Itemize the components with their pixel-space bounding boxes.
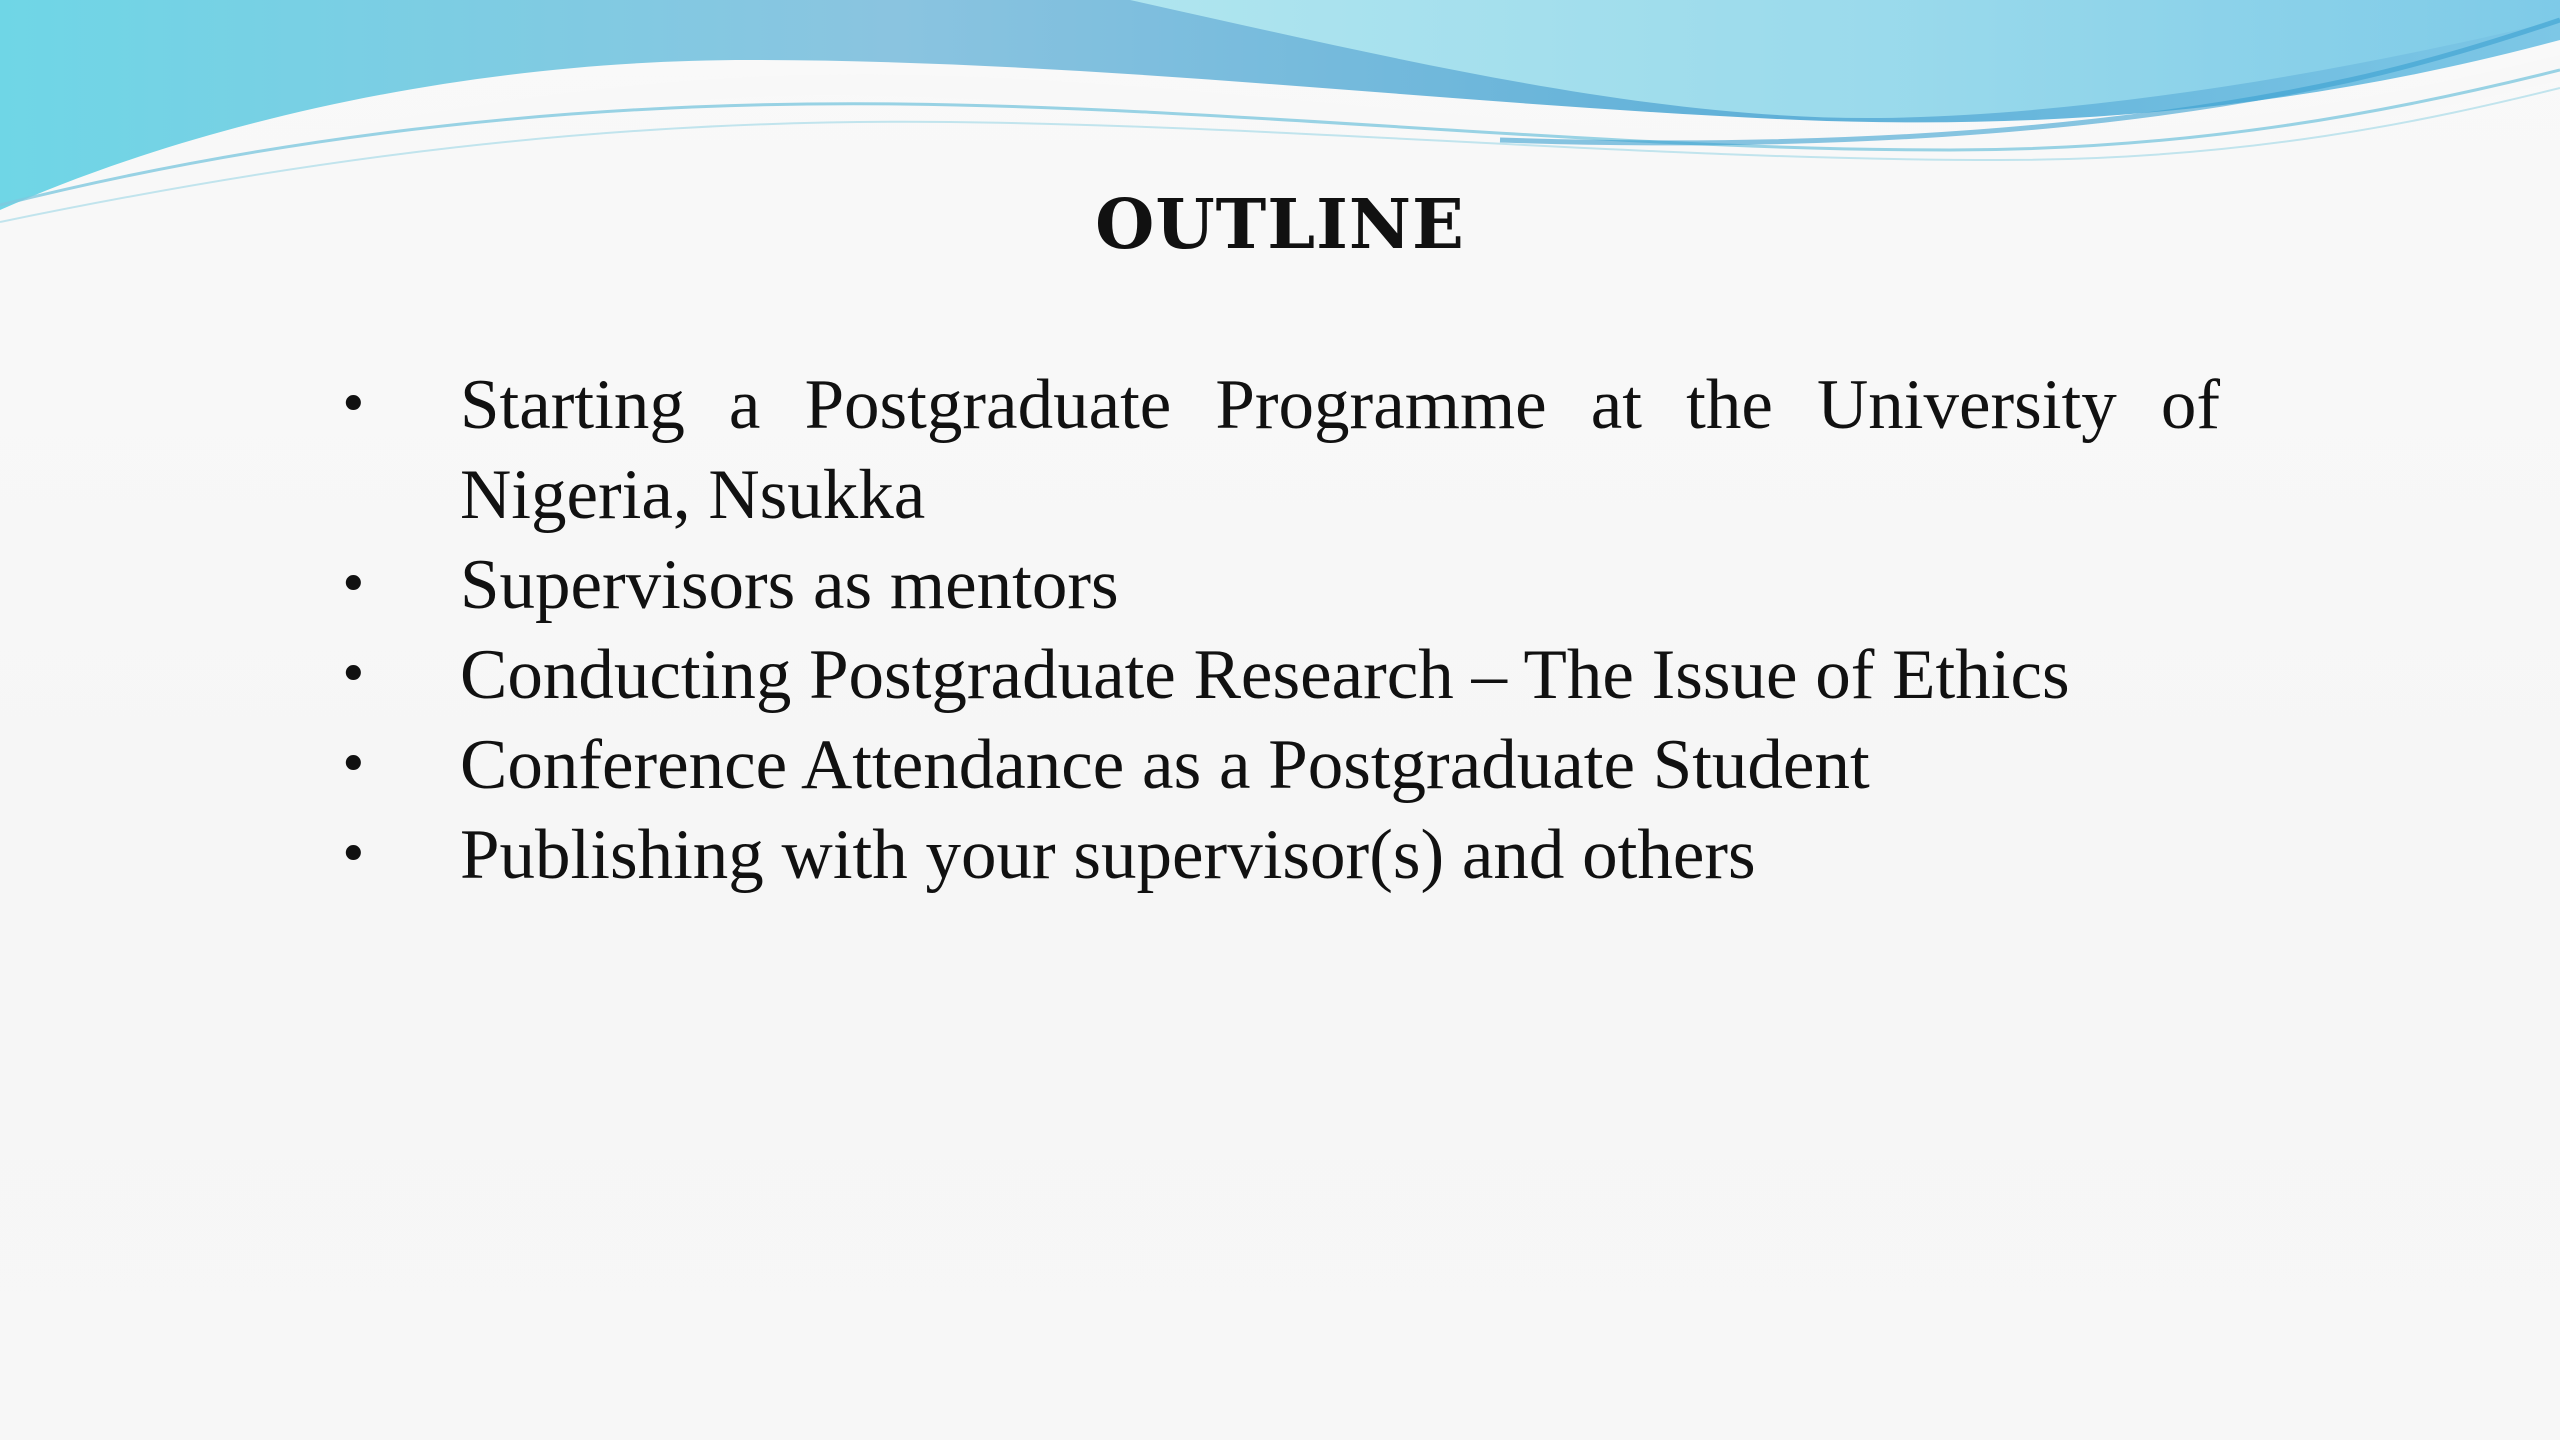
bullet-icon: • — [338, 375, 369, 435]
bullet-item — [330, 720, 2220, 810]
bullet-icon: • — [338, 735, 369, 795]
bullet-text: Conducting Postgraduate Research – The Issue of Ethics — [460, 636, 2070, 714]
bullet-icon: • — [338, 555, 369, 615]
bullet-icon: • — [338, 825, 369, 885]
bullet-text: Publishing with your supervisor(s) and others — [460, 816, 1756, 894]
bullet-item — [330, 810, 2220, 900]
slide-title: OUTLINE — [1095, 185, 1465, 265]
outline-bullet-list — [330, 360, 2220, 900]
bullet-text: Starting a Postgraduate Programme at the University of Nigeria, Nsukka — [460, 366, 2220, 534]
bullet-icon: • — [338, 645, 369, 705]
bullet-text: Conference Attendance as a Postgraduate Student — [460, 726, 1870, 804]
bullet-item — [330, 540, 2220, 630]
bullet-item — [330, 360, 2220, 540]
bullet-text: Supervisors as mentors — [460, 546, 1119, 624]
bullet-item — [330, 630, 2220, 720]
